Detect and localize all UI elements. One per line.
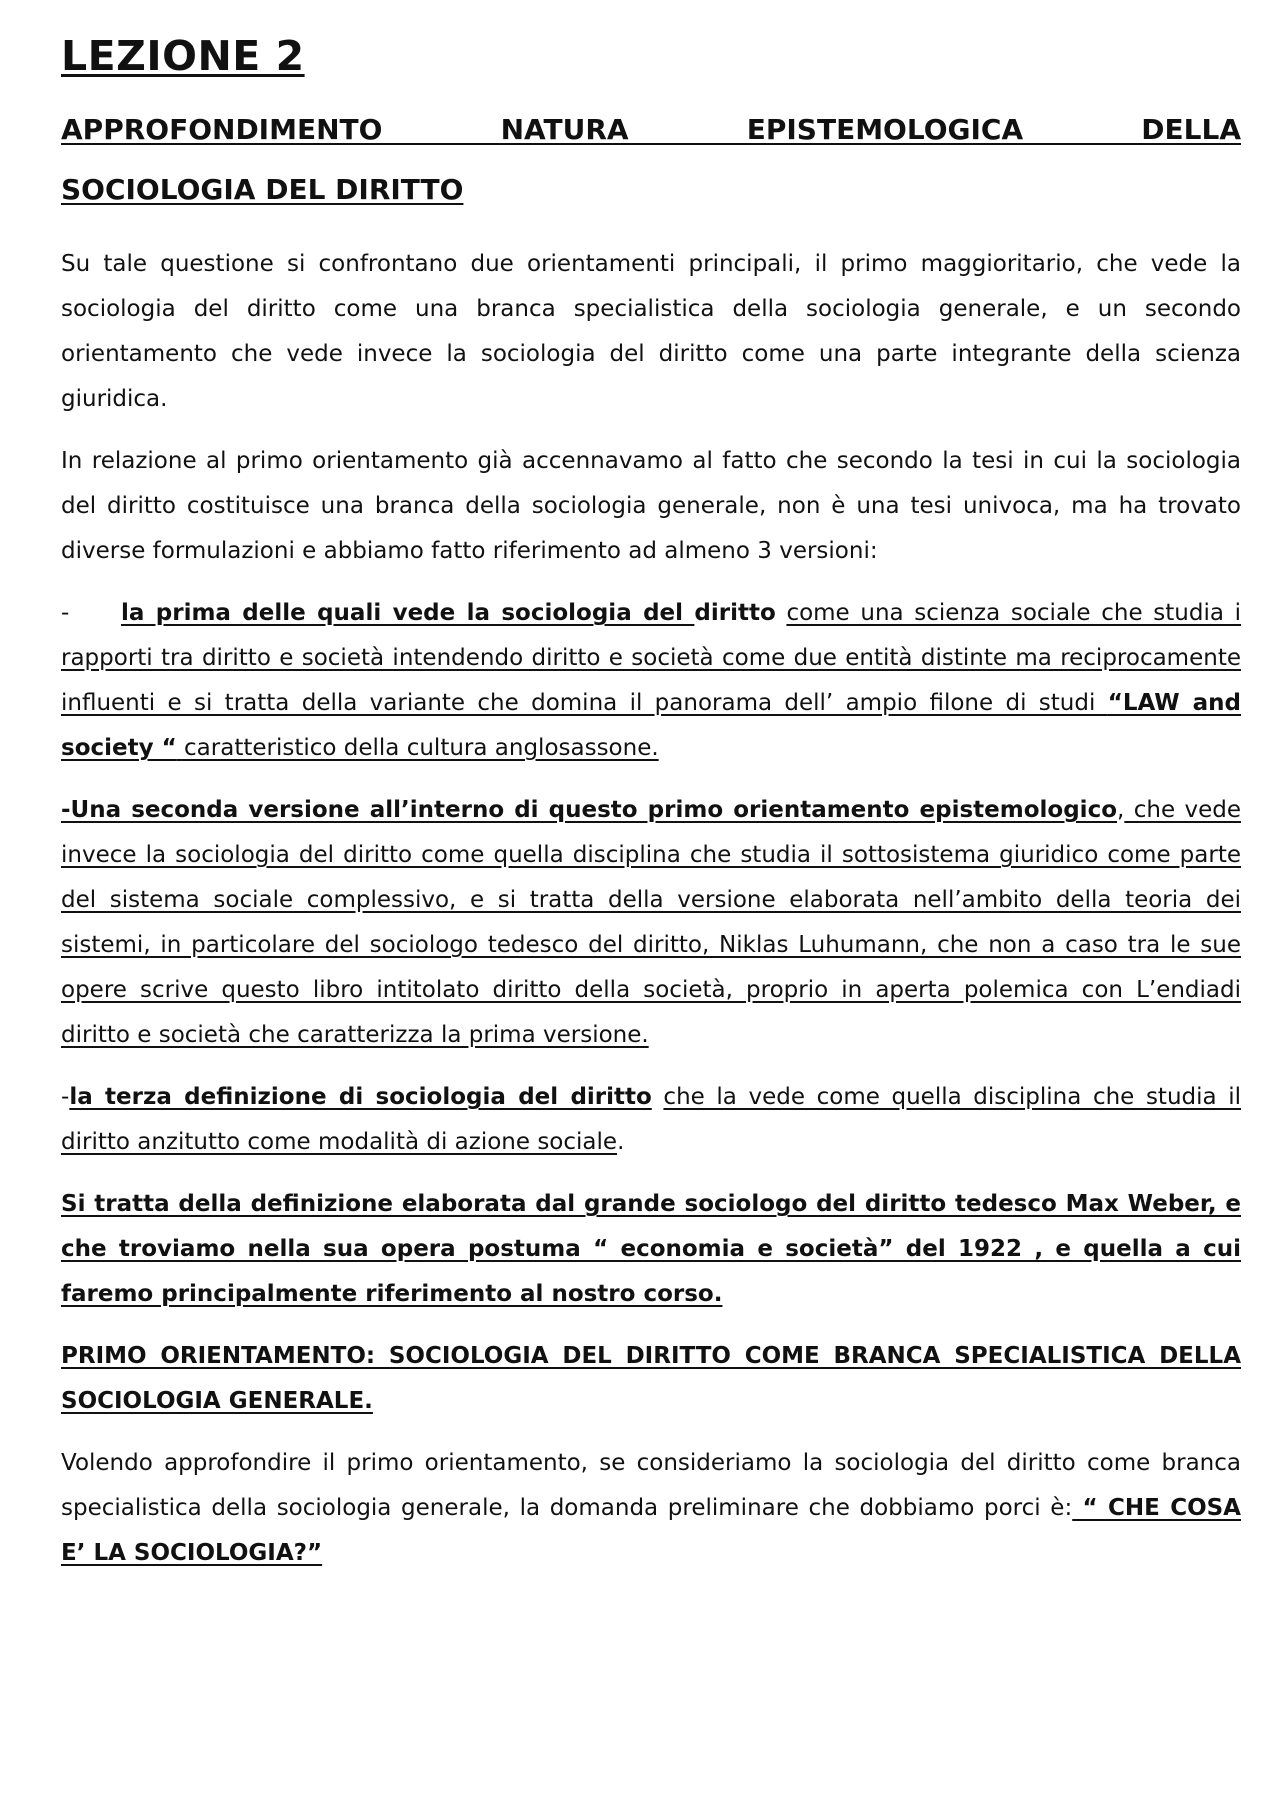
main-heading-line2: SOCIOLOGIA DEL DIRITTO (61, 173, 464, 206)
version-one-bold-end: diritto (694, 600, 776, 626)
section-heading: PRIMO ORIENTAMENTO: SOCIOLOGIA DEL DIRITTO COME BRANCA SPECIALISTICA DELLA SOCIOLOGIA GENERALE. (61, 1343, 1241, 1414)
closing-paragraph (61, 1441, 1241, 1576)
intro-paragraph: Su tale questione si confrontano due orientamenti principali, il primo maggioritario, che vede la sociologia del diritto come una branca specialistica della sociologia generale, e un secondo orientamento che vede invece la sociologia del diritto come una parte integrante della scienza giuridica. (61, 251, 1241, 412)
sociology-question: “ CHE COSA E’ LA SOCIOLOGIA?” (61, 1495, 1241, 1566)
version-one-item (61, 591, 1241, 771)
list-dash: - (61, 600, 70, 626)
comma: , (1117, 797, 1125, 823)
version-one-bold: la prima delle quali vede la sociologia del (121, 600, 695, 626)
version-two-item (61, 788, 1241, 1058)
weber-paragraph: Si tratta della definizione elaborata dal grande sociologo del diritto tedesco Max Weber, e che troviamo nella sua opera postuma “ economia e società” del 1922 , e quella a cui faremo principalmente riferimento al nostro corso. (61, 1191, 1241, 1307)
version-three-item (61, 1075, 1241, 1165)
period: . (617, 1129, 625, 1155)
spacer (776, 600, 787, 626)
version-two-bold: -Una seconda versione all’interno di questo primo orientamento epistemologico (61, 797, 1118, 823)
version-two-text: che vede invece la sociologia del diritto come quella disciplina che studia il sottosistema giuridico come parte del sistema sociale complessivo, e si tratta della versione elaborata nell’ambito della teoria dei sistemi, in particolare del sociologo tedesco del diritto, Niklas Luhumann, che non a caso tra le sue opere scrive questo libro intitolato diritto della società, proprio in aperta polemica con L’endiadi diritto e società che caratterizza la prima versione. (61, 797, 1241, 1048)
law-and-society-quote: “LAW and society “ (61, 690, 1241, 761)
main-heading-line1: APPROFONDIMENTO NATURA EPISTEMOLOGICA DELLA (61, 113, 1241, 146)
closing-text: Volendo approfondire il primo orientamento, se consideriamo la sociologia del diritto come branca specialistica della sociologia generale, la domanda preliminare che dobbiamo porci è: (61, 1450, 1241, 1521)
list-dash: - (61, 1084, 70, 1110)
main-heading (61, 100, 1241, 220)
version-one-text: come una scienza sociale che studia i rapporti tra diritto e società intendendo diritto e società come due entità distinte ma reciprocamente influenti e si tratta della variante che domina il panorama dell’ ampio filone di studi (61, 600, 1242, 716)
version-three-bold: la terza definizione di sociologia del diritto (69, 1084, 652, 1110)
lesson-title: LEZIONE 2 (61, 32, 305, 80)
spacer (652, 1084, 664, 1110)
version-one-text-end: caratteristico della cultura anglosassone. (176, 735, 659, 761)
version-three-text: che la vede come quella disciplina che studia il diritto anzitutto come modalità di azione sociale (61, 1084, 1241, 1155)
first-orientation-paragraph: In relazione al primo orientamento già accennavamo al fatto che secondo la tesi in cui la sociologia del diritto costituisce una branca della sociologia generale, non è una tesi univoca, ma ha trovato diverse formulazioni e abbiamo fatto riferimento ad almeno 3 versioni: (61, 448, 1241, 564)
